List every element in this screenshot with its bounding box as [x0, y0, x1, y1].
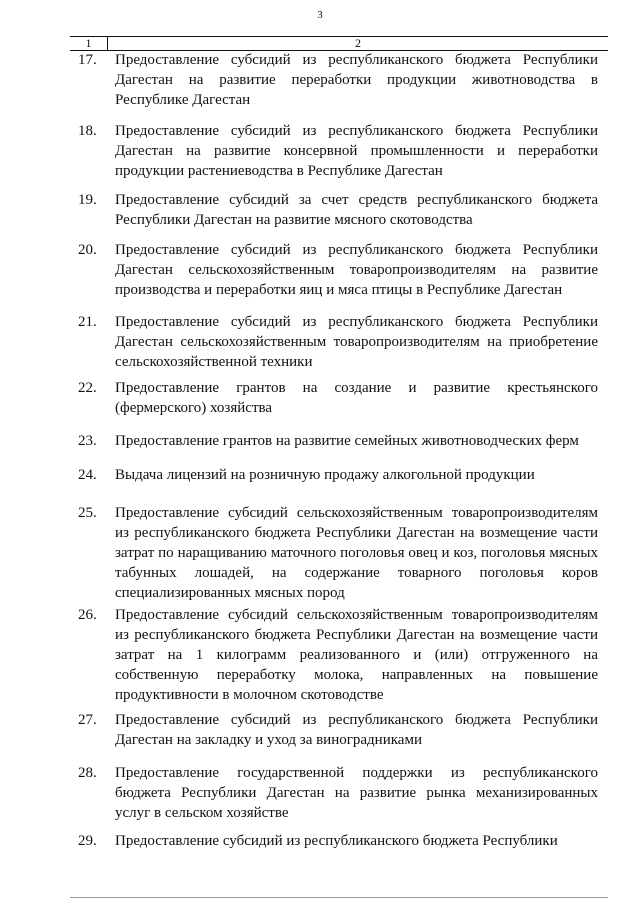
header-col-1: 1 [85, 36, 92, 50]
item-number: 18. [78, 123, 97, 139]
item-number: 21. [78, 314, 97, 330]
item-number: 20. [78, 242, 97, 258]
item-number: 25. [78, 505, 97, 521]
item-number: 26. [78, 607, 97, 623]
item-number: 27. [78, 712, 97, 728]
item-text: Предоставление грантов на развитие семейных животноводческих ферм [115, 433, 579, 449]
item-number: 17. [78, 52, 97, 68]
item-text: Предоставление субсидий из республиканского бюджета Республики Дагестан сельскохозяйственным товаропроизводителям на развитие производства и переработки яиц и мяса птицы в Республике Дагестан [115, 242, 598, 298]
item-number: 22. [78, 380, 97, 396]
item-number: 19. [78, 192, 97, 208]
item-text: Предоставление субсидий за счет средств республиканского бюджета Республики Дагестан на развитие мясного скотоводства [115, 192, 598, 228]
header-col-2: 2 [355, 36, 361, 50]
item-text: Предоставление субсидий из республиканского бюджета Республики Дагестан на закладку и уход за виноградниками [115, 712, 598, 748]
item-text: Предоставление субсидий из республиканского бюджета Республики Дагестан сельскохозяйственным товаропроизводителям на приобретение сельскохозяйственной техники [115, 314, 598, 370]
bottom-rule [70, 897, 608, 898]
item-text: Предоставление грантов на создание и развитие крестьянского (фермерского) хозяйства [115, 380, 598, 416]
item-text: Предоставление субсидий сельскохозяйственным товаропроизводителям из республиканского бюджета Республики Дагестан на возмещение части затрат на 1 килограмм реализованного и (или) отгруженного на собственную переработку молока, направленных на повышение продуктивности в молочном скотоводстве [115, 607, 598, 703]
item-text: Предоставление субсидий из республиканского бюджета Республики Дагестан на развитие консервной промышленности и переработки продукции растениеводства в Республике Дагестан [115, 123, 598, 179]
table-header-row [70, 36, 608, 51]
item-number: 24. [78, 467, 97, 483]
page-number: 3 [317, 9, 323, 21]
item-number: 28. [78, 765, 97, 781]
item-text: Предоставление субсидий из республиканского бюджета Республики Дагестан на развитие переработки продукции животноводства в Республике Дагестан [115, 52, 598, 108]
item-text: Предоставление субсидий из республиканского бюджета Республики [115, 833, 558, 849]
item-number: 29. [78, 833, 97, 849]
item-number: 23. [78, 433, 97, 449]
item-text: Выдача лицензий на розничную продажу алкогольной продукции [115, 467, 535, 483]
item-text: Предоставление субсидий сельскохозяйственным товаропроизводителям из республиканского бюджета Республики Дагестан на возмещение части затрат по наращиванию маточного поголовья овец и коз, поголовья мясных табунных лошадей, на содержание товарного поголовья коров специализированных мясных пород [115, 505, 598, 601]
item-text: Предоставление государственной поддержки из республиканского бюджета Республики Дагестан на развитие рынка механизированных услуг в сельском хозяйстве [115, 765, 598, 821]
